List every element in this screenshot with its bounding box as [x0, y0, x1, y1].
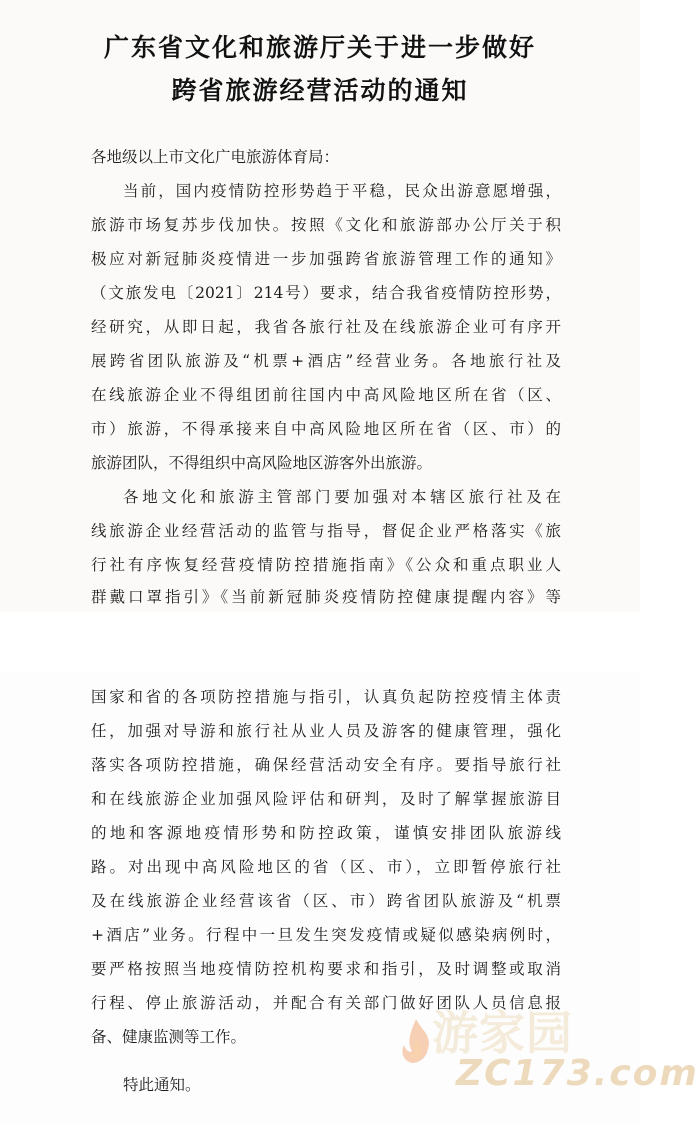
paragraph-line: 备、健康监测等工作。: [91, 1028, 247, 1046]
paragraph-line: 线旅游企业经营活动的监管与指导，督促企业严格落实《旅: [91, 522, 561, 540]
paragraph-line: 展跨省团队旅游及“机票+酒店”经营业务。各地旅行社及: [91, 352, 561, 370]
document-page-1: [0, 0, 640, 612]
paragraph-line: 的地和客源地疫情形势和防控政策，谨慎安排团队旅游线: [91, 824, 561, 842]
document-title-line-1: 广东省文化和旅游厅关于进一步做好: [103, 33, 536, 62]
paragraph-line: 各地文化和旅游主管部门要加强对本辖区旅行社及在: [123, 488, 561, 506]
paragraph-line: 极应对新冠肺炎疫情进一步加强跨省旅游管理工作的通知》: [91, 250, 561, 268]
paragraph-line: 群戴口罩指引》《当前新冠肺炎疫情防控健康提醒内容》等: [91, 588, 561, 606]
watermark-main-text: 游家园: [432, 1006, 573, 1060]
paragraph-line: 和在线旅游企业加强风险评估和研判，及时了解掌握旅游目: [91, 790, 561, 808]
paragraph-line: 路。对出现中高风险地区的省（区、市），立即暂停旅行社: [91, 858, 561, 876]
paragraph-line: 经研究，从即日起，我省各旅行社及在线旅游企业可有序开: [91, 318, 561, 336]
paragraph-line: （文旅发电〔2021〕214号）要求，结合我省疫情防控形势，: [91, 284, 561, 302]
paragraph-line: 国家和省的各项防控措施与指引，认真负起防控疫情主体责: [91, 688, 561, 706]
closing-line: 特此通知。: [123, 1076, 201, 1094]
paragraph-line: 及在线旅游企业经营该省（区、市）跨省团队旅游及“机票: [91, 892, 561, 910]
paragraph-line: 旅游团队，不得组织中高风险地区游客外出旅游。: [91, 454, 433, 472]
paragraph-line: 在线旅游企业不得组团前往国内中高风险地区所在省（区、: [91, 386, 561, 404]
paragraph-line: 行社有序恢复经营疫情防控措施指南》《公众和重点职业人: [91, 556, 561, 574]
watermark-sub-text: ZC173.com: [456, 1053, 699, 1094]
paragraph-line: 当前，国内疫情防控形势趋于平稳，民众出游意愿增强，: [123, 182, 561, 200]
paragraph-line: 行程、停止旅游活动，并配合有关部门做好团队人员信息报: [91, 994, 561, 1012]
salutation: 各地级以上市文化广电旅游体育局：: [91, 148, 340, 166]
paragraph-line: 落实各项防控措施，确保经营活动安全有序。要指导旅行社: [91, 756, 561, 774]
document-page-2: [0, 672, 640, 1123]
document-title-line-2: 跨省旅游经营活动的通知: [171, 76, 469, 105]
paragraph-line: 要严格按照当地疫情防控机构要求和指引，及时调整或取消: [91, 960, 561, 978]
page-separator: [0, 612, 640, 672]
paragraph-line: +酒店”业务。行程中一旦发生突发疫情或疑似感染病例时，: [91, 926, 561, 944]
paragraph-line: 任，加强对导游和旅行社从业人员及游客的健康管理，强化: [91, 722, 561, 740]
paragraph-line: 市）旅游，不得承接来自中高风险地区所在省（区、市）的: [91, 420, 561, 438]
paragraph-line: 旅游市场复苏步伐加快。按照《文化和旅游部办公厅关于积: [91, 216, 561, 234]
